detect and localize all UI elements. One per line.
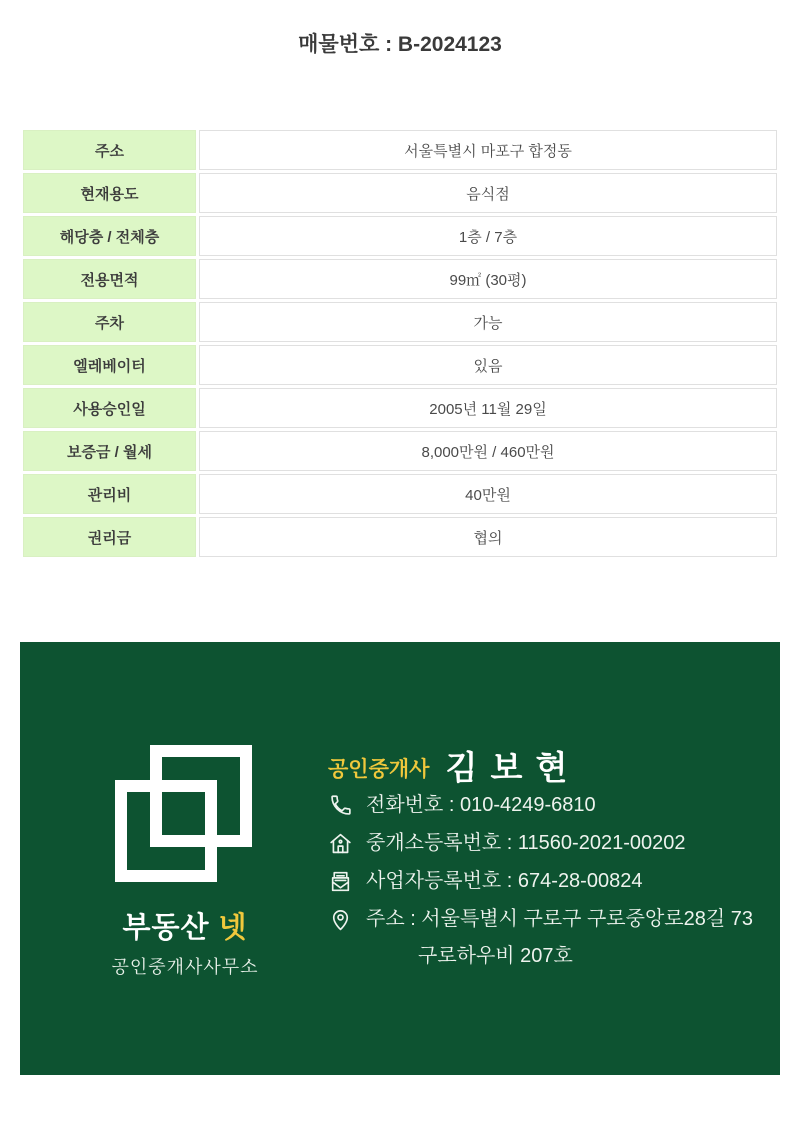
row-value: 1층 / 7층 xyxy=(199,216,777,256)
document-icon xyxy=(328,869,353,894)
agency-business-card xyxy=(20,642,780,1075)
row-label: 사용승인일 xyxy=(23,388,196,428)
address-line-2: 구로하우비 207호 xyxy=(418,945,573,967)
table-row xyxy=(23,517,777,557)
contact-line-address xyxy=(328,907,753,969)
address-line-1: 주소 : 서울특별시 구로구 구로중앙로28길 73 xyxy=(366,908,753,930)
logo-square-bottom-left xyxy=(115,780,217,882)
row-label: 현재용도 xyxy=(23,173,196,213)
contact-line-business-registration xyxy=(328,869,753,894)
phone-icon xyxy=(328,793,353,818)
table-row xyxy=(23,130,777,170)
table-row xyxy=(23,431,777,471)
table-row xyxy=(23,388,777,428)
row-label: 관리비 xyxy=(23,474,196,514)
row-value: 99㎡ (30평) xyxy=(199,259,777,299)
agent-line xyxy=(328,742,569,789)
row-label: 주소 xyxy=(23,130,196,170)
row-value: 2005년 11월 29일 xyxy=(199,388,777,428)
row-value: 음식점 xyxy=(199,173,777,213)
table-row xyxy=(23,216,777,256)
row-value: 가능 xyxy=(199,302,777,342)
contact-phone-text: 전화번호 : 010-4249-6810 xyxy=(366,794,596,816)
row-value: 서울특별시 마포구 합정동 xyxy=(199,130,777,170)
agency-logo-icon xyxy=(115,745,252,882)
property-spec-table xyxy=(20,127,780,560)
row-label: 엘레베이터 xyxy=(23,345,196,385)
table-row xyxy=(23,259,777,299)
house-icon xyxy=(328,831,353,856)
contact-line-office-registration xyxy=(328,831,753,856)
row-label: 해당층 / 전체층 xyxy=(23,216,196,256)
contact-line-phone xyxy=(328,793,753,818)
row-label: 보증금 / 월세 xyxy=(23,431,196,471)
agency-name xyxy=(65,905,305,946)
page-title: 매물번호 : B-2024123 xyxy=(298,33,502,56)
row-value: 8,000만원 / 460만원 xyxy=(199,431,777,471)
contact-list xyxy=(328,793,753,982)
agency-name-accent: 넷 xyxy=(218,912,248,944)
table-row xyxy=(23,173,777,213)
contact-office-registration-text: 중개소등록번호 : 11560-2021-00202 xyxy=(366,832,686,854)
table-row xyxy=(23,302,777,342)
row-label: 주차 xyxy=(23,302,196,342)
table-row xyxy=(23,345,777,385)
location-pin-icon xyxy=(328,907,353,932)
agency-brand xyxy=(65,905,305,979)
agency-subtitle: 공인중개사사무소 xyxy=(111,957,259,977)
row-value: 있음 xyxy=(199,345,777,385)
agent-name: 김 보 현 xyxy=(445,749,570,786)
agency-name-main: 부동산 xyxy=(122,912,210,944)
contact-address-text xyxy=(366,907,753,969)
agent-title: 공인중개사 xyxy=(328,757,430,781)
table-row xyxy=(23,474,777,514)
row-value: 40만원 xyxy=(199,474,777,514)
row-label: 전용면적 xyxy=(23,259,196,299)
contact-business-registration-text: 사업자등록번호 : 674-28-00824 xyxy=(366,870,643,892)
row-label: 권리금 xyxy=(23,517,196,557)
row-value: 협의 xyxy=(199,517,777,557)
